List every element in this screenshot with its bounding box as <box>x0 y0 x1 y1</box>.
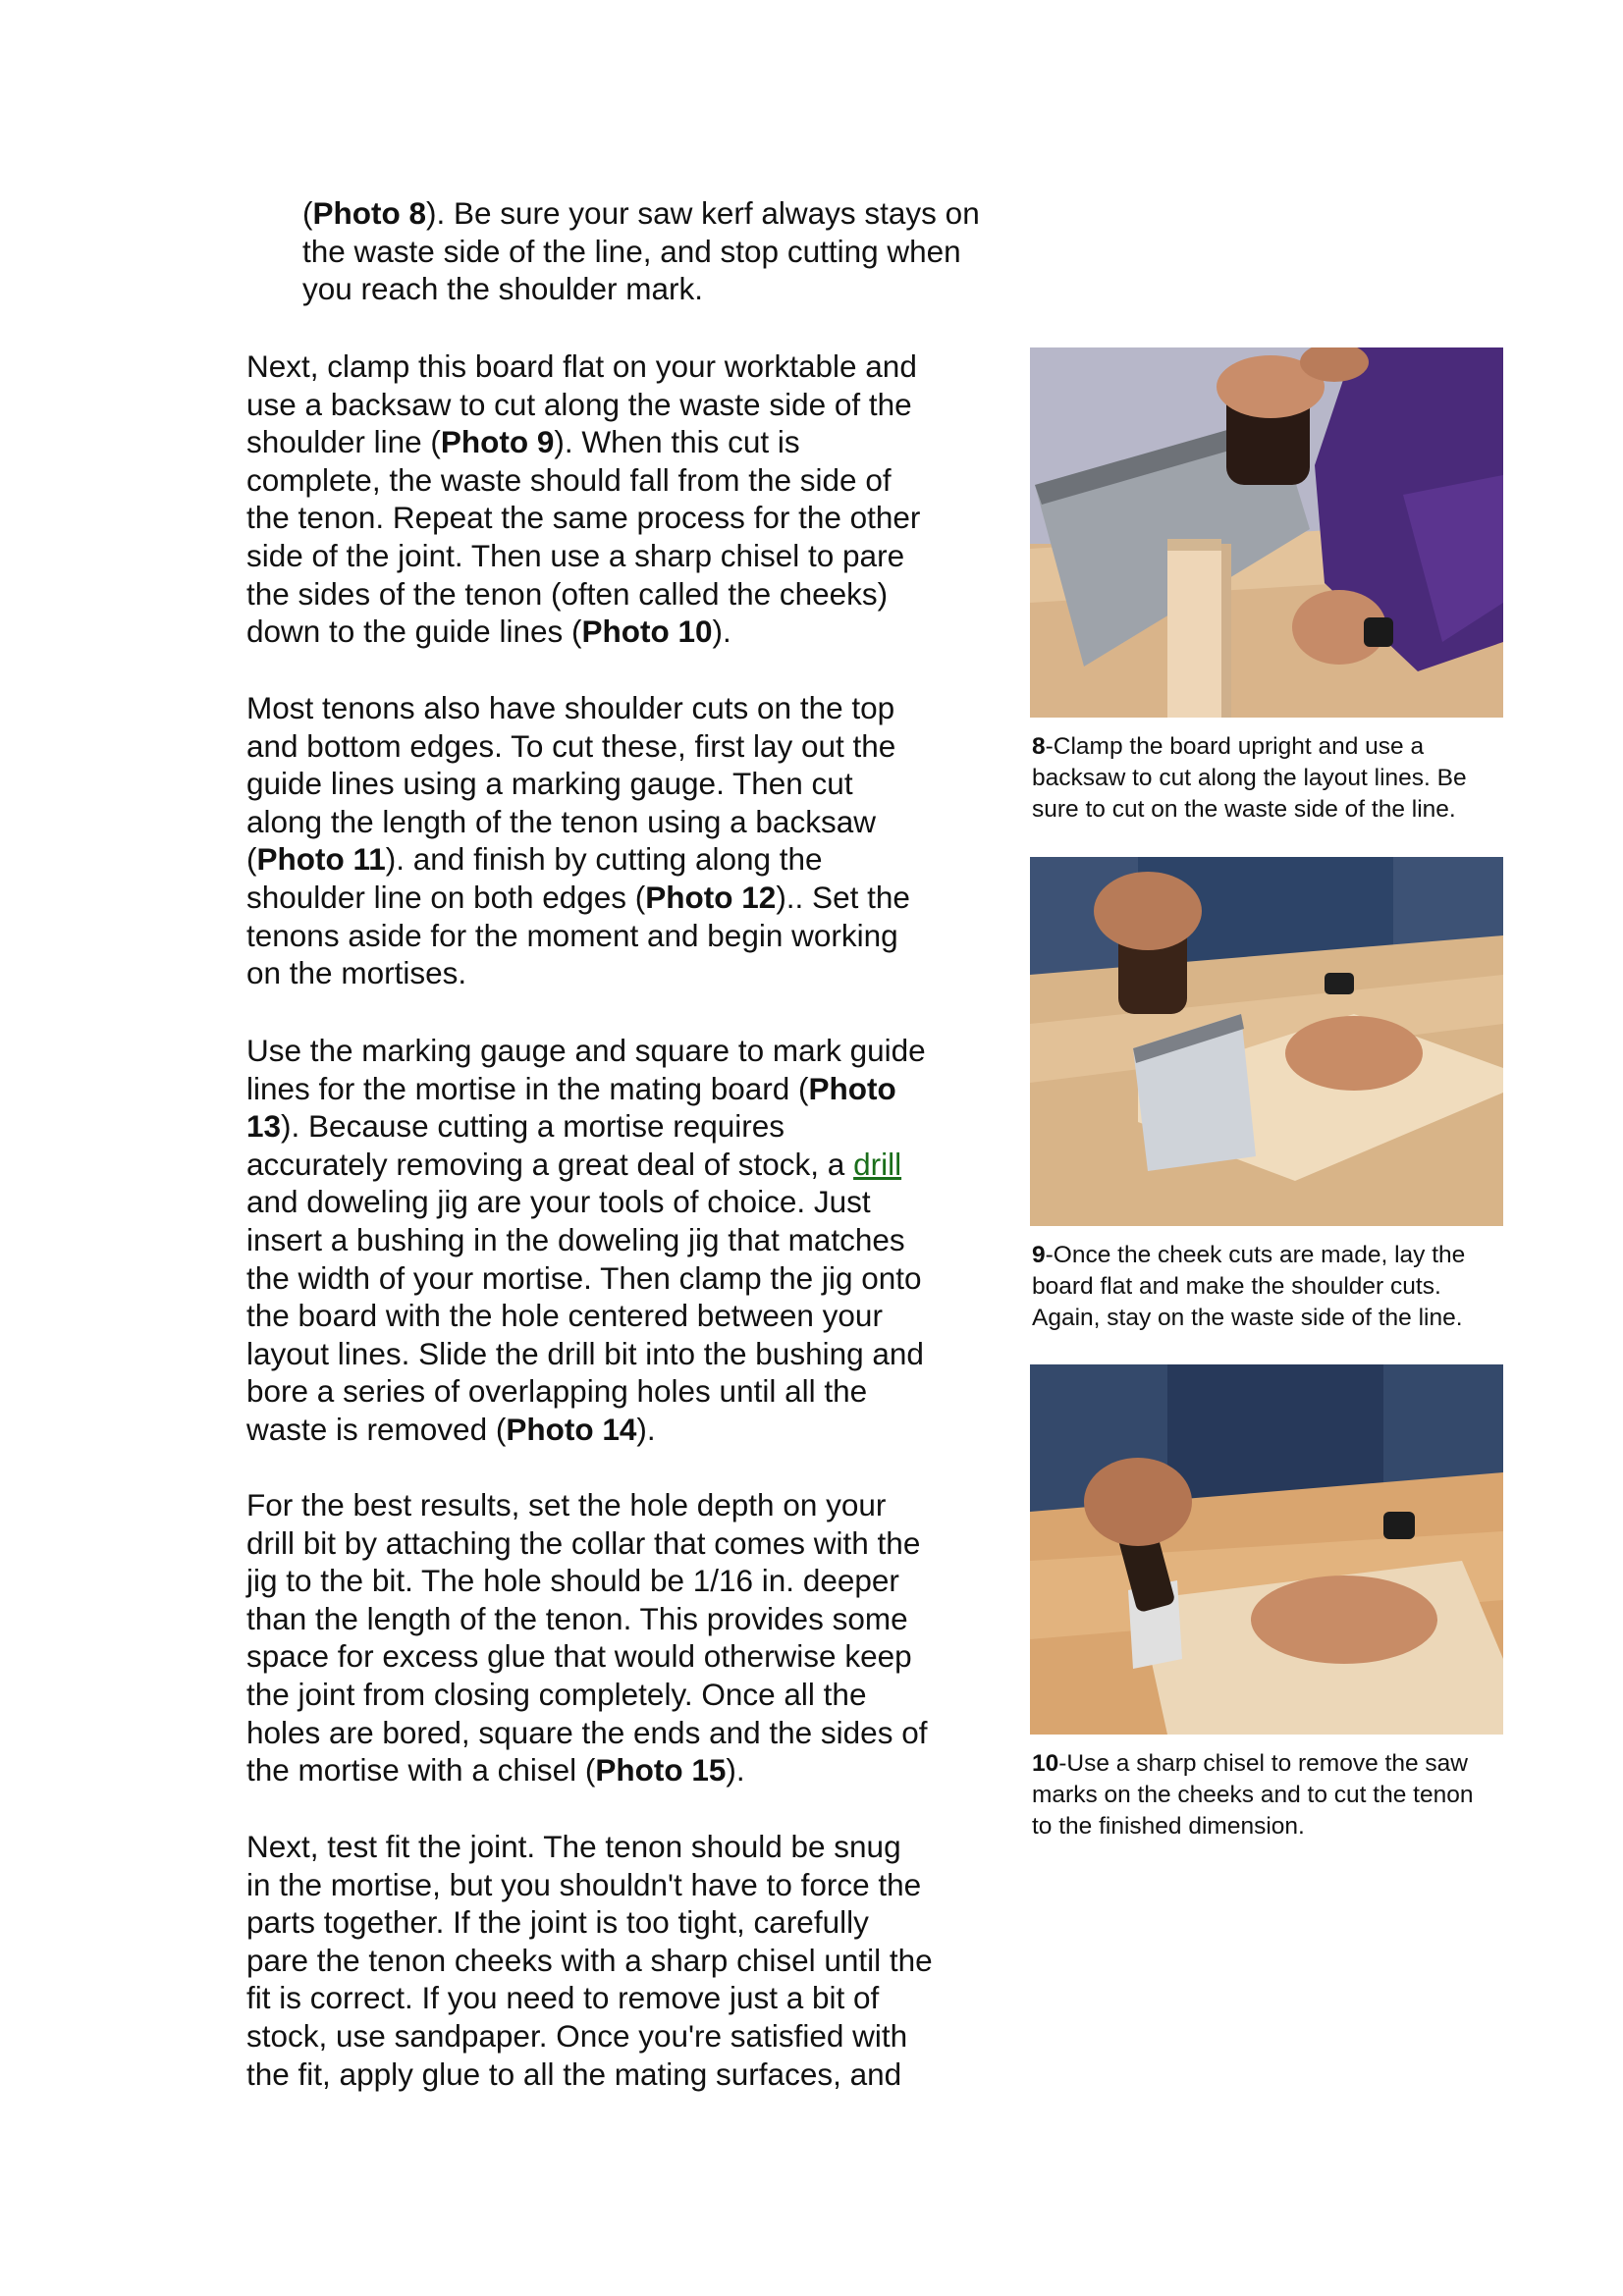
text-line: guide lines using a marking gauge. Then cut <box>246 766 853 802</box>
text-line: along the length of the tenon using a backsaw <box>246 803 876 839</box>
text-line: and bottom edges. To cut these, first lay out the <box>246 727 896 764</box>
caption-line: 9-Once the cheek cuts are made, lay the <box>1032 1242 1466 1268</box>
text-line: shoulder line (Photo 9). When this cut is <box>246 424 800 460</box>
text-line: accurately removing a great deal of stock, a drill <box>246 1146 902 1182</box>
photo-number: 9 <box>1032 1242 1046 1268</box>
text-line: Use the marking gauge and square to mark guide <box>246 1033 926 1068</box>
text-line: down to the guide lines (Photo 10). <box>246 614 731 650</box>
text-line: fit is correct. If you need to remove just a bit of <box>246 1980 880 2016</box>
drill-link[interactable]: drill <box>853 1146 902 1182</box>
paragraph-test-fit <box>246 1828 933 2093</box>
photo-9-caption <box>1032 1240 1465 1334</box>
text-line: side of the joint. Then use a sharp chisel to pare <box>246 537 905 573</box>
text-line: Most tenons also have shoulder cuts on the top <box>246 690 895 725</box>
text-line: (Photo 8). Be sure your saw kerf always stays on <box>302 195 980 231</box>
text-line: than the length of the tenon. This provides some <box>246 1600 908 1636</box>
caption-line: backsaw to cut along the layout lines. Be <box>1032 765 1467 791</box>
photo-10-caption <box>1032 1748 1473 1842</box>
text-line: the width of your mortise. Then clamp the jig onto <box>246 1259 922 1296</box>
text-line: stock, use sandpaper. Once you're satisfied with <box>246 2017 908 2054</box>
text-line: the waste side of the line, and stop cutting when <box>302 233 961 269</box>
text-line: layout lines. Slide the drill bit into the bushing and <box>246 1335 924 1371</box>
text-line: use a backsaw to cut along the waste side of the <box>246 386 912 422</box>
photo-10-chisel <box>1030 1364 1503 1735</box>
photo-8-caption <box>1032 731 1467 826</box>
text-line: the joint from closing completely. Once all the <box>246 1676 867 1712</box>
text-line: the sides of the tenon (often called the cheeks) <box>246 575 889 612</box>
text-line: Next, test fit the joint. The tenon should be snug <box>246 1829 901 1864</box>
photo-number: 10 <box>1032 1750 1059 1777</box>
paragraph-hole-depth <box>246 1486 927 1789</box>
text-line: 13). Because cutting a mortise requires <box>246 1108 785 1145</box>
caption-line: board flat and make the shoulder cuts. <box>1032 1273 1441 1300</box>
text-line: pare the tenon cheeks with a sharp chisel until the <box>246 1942 933 1978</box>
text-line: the fit, apply glue to all the mating surfaces, and <box>246 2056 902 2092</box>
text-line: space for excess glue that would otherwise keep <box>246 1638 912 1675</box>
caption-line: to the finished dimension. <box>1032 1813 1305 1840</box>
paragraph-edge-cuts <box>246 689 910 992</box>
text-line: holes are bored, square the ends and the sides of <box>246 1714 928 1750</box>
text-line: and doweling jig are your tools of choice. Just <box>246 1184 871 1220</box>
text-line: (Photo 11). and finish by cutting along the <box>246 841 823 878</box>
text-line: parts together. If the joint is too tight, carefully <box>246 1904 869 1941</box>
text-line: jig to the bit. The hole should be 1/16 in. deeper <box>246 1563 899 1599</box>
text-line: shoulder line on both edges (Photo 12).. Set the <box>246 879 910 915</box>
text-line: For the best results, set the hole depth on your <box>246 1487 887 1522</box>
photo-9-shoulder-cut <box>1030 857 1503 1226</box>
photo-number: 8 <box>1032 733 1046 760</box>
caption-line: marks on the cheeks and to cut the tenon <box>1032 1782 1474 1808</box>
paragraph-continuation <box>302 194 980 308</box>
caption-line: 8-Clamp the board upright and use a <box>1032 733 1425 760</box>
caption-line: 10-Use a sharp chisel to remove the saw <box>1032 1750 1468 1777</box>
text-line: you reach the shoulder mark. <box>302 271 703 307</box>
photo-8-backsaw-upright <box>1030 347 1503 718</box>
text-line: bore a series of overlapping holes until all the <box>246 1373 868 1410</box>
paragraph-shoulder-cut <box>246 347 920 651</box>
text-line: insert a bushing in the doweling jig that matches <box>246 1221 905 1257</box>
text-line: in the mortise, but you shouldn't have to force the <box>246 1866 922 1902</box>
caption-line: Again, stay on the waste side of the line. <box>1032 1305 1463 1331</box>
text-line: lines for the mortise in the mating board (Photo <box>246 1070 896 1106</box>
text-line: drill bit by attaching the collar that comes with the <box>246 1524 921 1561</box>
text-line: waste is removed (Photo 14). <box>246 1411 656 1447</box>
text-line: the board with the hole centered between your <box>246 1298 883 1334</box>
text-line: on the mortises. <box>246 955 467 991</box>
text-line: the tenon. Repeat the same process for the other <box>246 500 921 536</box>
text-line: tenons aside for the moment and begin working <box>246 917 898 953</box>
text-line: the mortise with a chisel (Photo 15). <box>246 1752 745 1789</box>
text-line: complete, the waste should fall from the side of <box>246 461 892 498</box>
paragraph-mortise <box>246 1032 926 1449</box>
text-line: Next, clamp this board flat on your worktable and <box>246 348 917 384</box>
caption-line: sure to cut on the waste side of the line. <box>1032 796 1456 823</box>
